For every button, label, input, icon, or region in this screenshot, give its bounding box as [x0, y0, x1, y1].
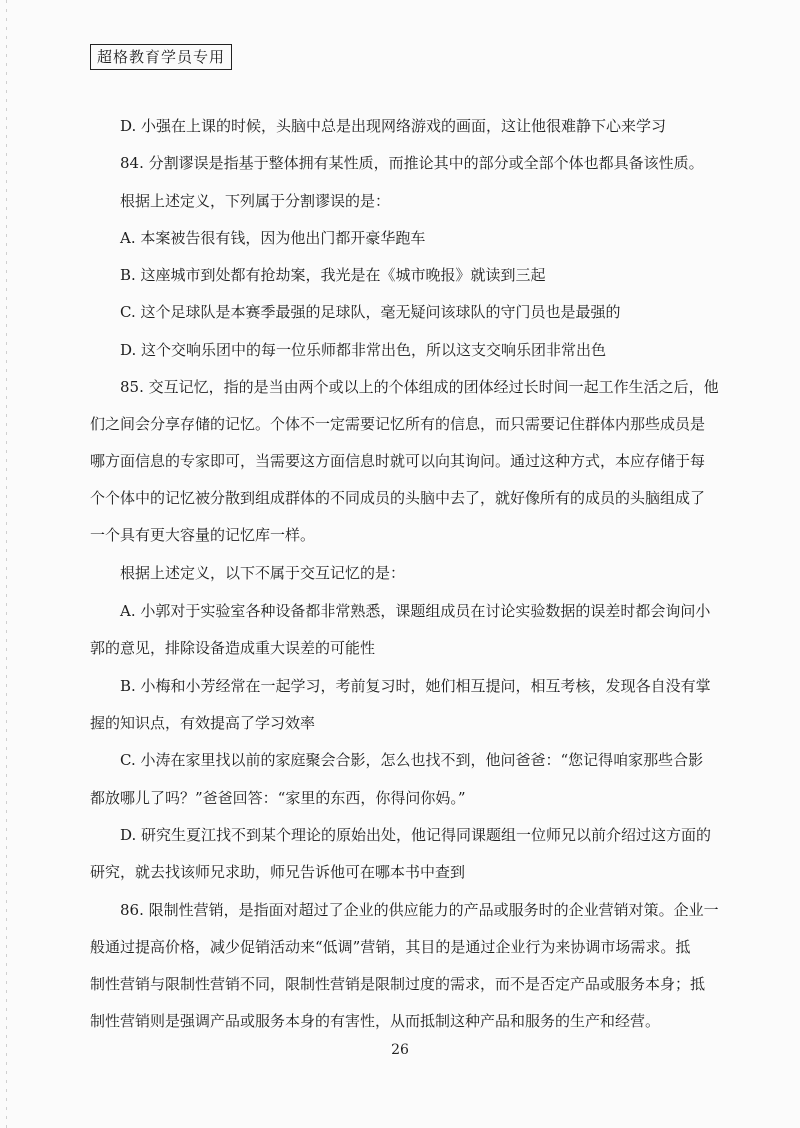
- text-line: 们之间会分享存储的记忆。个体不一定需要记忆所有的信息，而只需要记住群体内那些成员是: [90, 415, 706, 433]
- text-line: 根据上述定义，下列属于分割谬误的是：: [120, 192, 391, 210]
- scan-edge-artifact: [6, 0, 7, 1128]
- text-line: D. 小强在上课的时候，头脑中总是出现网络游戏的画面，这让他很难静下心来学习: [120, 117, 667, 135]
- text-line: 握的知识点，有效提高了学习效率: [90, 714, 316, 732]
- text-line: 个个体中的记忆被分散到组成群体的不同成员的头脑中去了，就好像所有的成员的头脑组成了: [90, 489, 706, 507]
- text-line: 郭的意见，排除设备造成重大误差的可能性: [90, 639, 376, 657]
- text-line: B. 这座城市到处都有抢劫案，我光是在《城市晚报》就读到三起: [120, 266, 546, 284]
- text-line: 哪方面信息的专家即可，当需要这方面信息时就可以向其询问。通过这种方式，本应存储于每: [90, 452, 706, 470]
- header-label: 超格教育学员专用: [90, 44, 232, 70]
- text-line: C. 小涛在家里找以前的家庭聚会合影，怎么也找不到，他问爸爸：“您记得咱家那些合影: [120, 751, 704, 769]
- text-line: 一个具有更大容量的记忆库一样。: [90, 526, 316, 544]
- text-line: C. 这个足球队是本赛季最强的足球队，毫无疑问该球队的守门员也是最强的: [120, 303, 621, 321]
- text-line: 制性营销与限制性营销不同，限制性营销是限制过度的需求，而不是否定产品或服务本身；抵: [90, 975, 706, 993]
- text-line: 制性营销则是强调产品或服务本身的有害性，从而抵制这种产品和服务的生产和经营。: [90, 1012, 661, 1030]
- text-line: A. 小郭对于实验室各种设备都非常熟悉，课题组成员在讨论实验数据的误差时都会询问小: [120, 602, 711, 620]
- page-number: 26: [391, 1042, 409, 1058]
- text-line: D. 研究生夏江找不到某个理论的原始出处，他记得同课题组一位师兄以前介绍过这方面的: [120, 826, 712, 844]
- text-line: 85. 交互记忆，指的是当由两个或以上的个体组成的团体经过长时间一起工作生活之后，他: [120, 378, 719, 396]
- text-line: A. 本案被告很有钱，因为他出门都开豪华跑车: [120, 229, 426, 247]
- text-line: D. 这个交响乐团中的每一位乐师都非常出色，所以这支交响乐团非常出色: [120, 341, 607, 359]
- text-line: 根据上述定义，以下不属于交互记忆的是：: [120, 564, 406, 582]
- text-line: 般通过提高价格，减少促销活动来“低调”营销，其目的是通过企业行为来协调市场需求。抵: [90, 938, 691, 956]
- text-line: 84. 分割谬误是指基于整体拥有某性质，而推论其中的部分或全部个体也都具备该性质。: [120, 154, 704, 172]
- text-line: 研究，就去找该师兄求助，师兄告诉他可在哪本书中查到: [90, 863, 466, 881]
- text-line: B. 小梅和小芳经常在一起学习，考前复习时，她们相互提问，相互考核，发现各自没有掌: [120, 677, 711, 695]
- text-line: 86. 限制性营销，是指面对超过了企业的供应能力的产品或服务时的企业营销对策。企业一: [120, 901, 719, 919]
- text-line: 都放哪儿了吗？”爸爸回答：“家里的东西，你得问你妈。”: [90, 789, 466, 807]
